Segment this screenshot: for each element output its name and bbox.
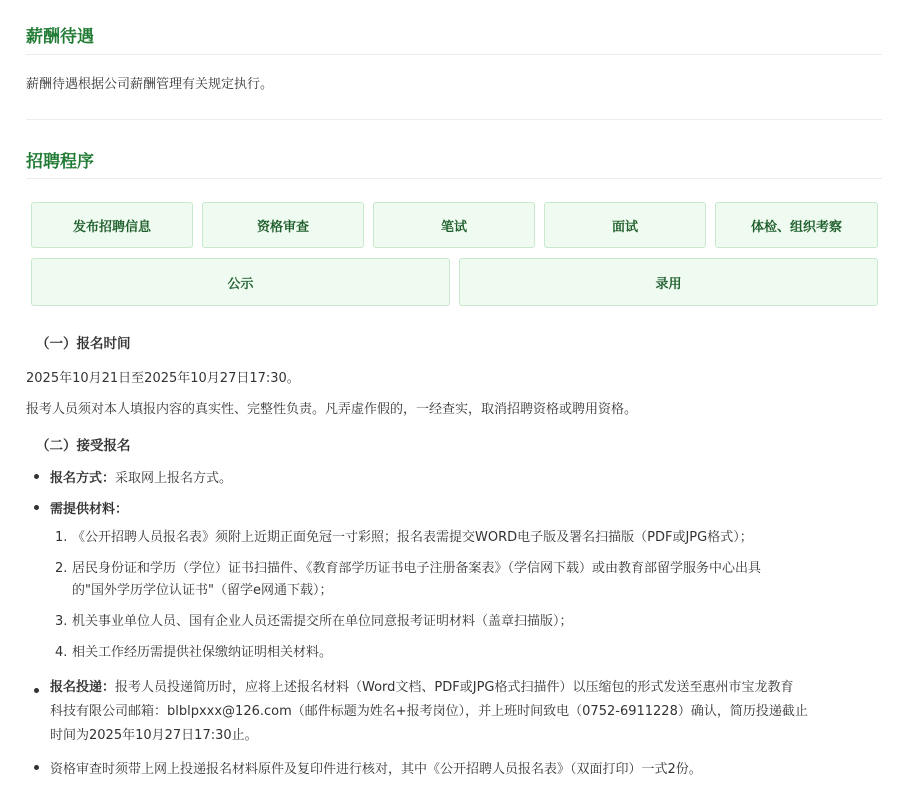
divider — [26, 54, 882, 55]
submission-text: 报考人员投递简历时，应将上述报名材料（Word文档、PDF或JPG格式扫描件）以压缩包的形式发送至惠州市宝龙教育 — [115, 680, 794, 695]
method-text: 采取网上报名方式。 — [115, 471, 233, 486]
step-card: 资格审查 — [202, 202, 364, 248]
material-text: 机关事业单位人员、国有企业人员还需提交所在单位同意报考证明材料（盖章扫描版）； — [72, 614, 573, 629]
method-item — [50, 467, 232, 486]
material-number: 1. — [55, 530, 68, 545]
bullet-dot — [34, 474, 39, 479]
step-card: 体检、组织考察 — [715, 202, 878, 248]
review-note: 资格审查时须带上网上投递报名材料原件及复印件进行核对，其中《公开招聘人员报名表》（双面打印）一式2份。 — [50, 762, 702, 777]
divider — [26, 178, 882, 179]
method-label: 报名方式： — [50, 471, 116, 486]
bullet-dot — [34, 505, 39, 510]
bullet-dot — [34, 765, 39, 770]
step-card: 面试 — [544, 202, 706, 248]
step-card: 笔试 — [373, 202, 535, 248]
materials-label: 需提供材料： — [50, 502, 129, 517]
materials-item — [50, 498, 128, 517]
material-number: 4. — [55, 645, 68, 660]
step-card: 发布招聘信息 — [31, 202, 193, 248]
salary-body: 薪酬待遇根据公司薪酬管理有关规定执行。 — [26, 77, 274, 92]
material-text: 《公开招聘人员报名表》须附上近期正面免冠一寸彩照；报名表需提交WORD电子版及署名扫描版（PDF或JPG格式）； — [72, 530, 753, 545]
bullet-dot — [34, 688, 39, 693]
salary-section-title: 薪酬待遇 — [26, 27, 94, 47]
material-text: 居民身份证和学历（学位）证书扫描件、《教育部学历证书电子注册备案表》（学信网下载）或由教育部留学服务中心出具 — [72, 561, 762, 576]
submission-item — [50, 676, 794, 700]
divider — [26, 119, 882, 120]
material-number: 3. — [55, 614, 68, 629]
registration-note: 报考人员须对本人填报内容的真实性、完整性负责。凡弄虚作假的，一经查实，取消招聘资格或聘用资格。 — [26, 402, 638, 417]
step-card: 公示 — [31, 258, 450, 306]
registration-period: 2025年10月21日至2025年10月27日17:30。 — [26, 371, 300, 386]
step-card: 录用 — [459, 258, 878, 306]
material-text: 相关工作经历需提供社保缴纳证明相关材料。 — [72, 645, 333, 660]
accept-registration-heading: （二）接受报名 — [36, 438, 131, 454]
procedure-section-title: 招聘程序 — [26, 152, 94, 172]
material-number: 2. — [55, 561, 68, 576]
registration-time-heading: （一）报名时间 — [36, 336, 131, 352]
submission-label: 报名投递： — [50, 680, 116, 695]
submission-text: 时间为2025年10月27日17:30止。 — [50, 728, 258, 743]
material-text: 的"国外学历学位认证书"（留学e网通下载）； — [72, 583, 333, 598]
submission-text: 科技有限公司邮箱：blblpxxx@126.com（邮件标题为姓名+报考岗位），并上班时间致电（0752-6911228）确认，简历投递截止 — [50, 704, 808, 719]
